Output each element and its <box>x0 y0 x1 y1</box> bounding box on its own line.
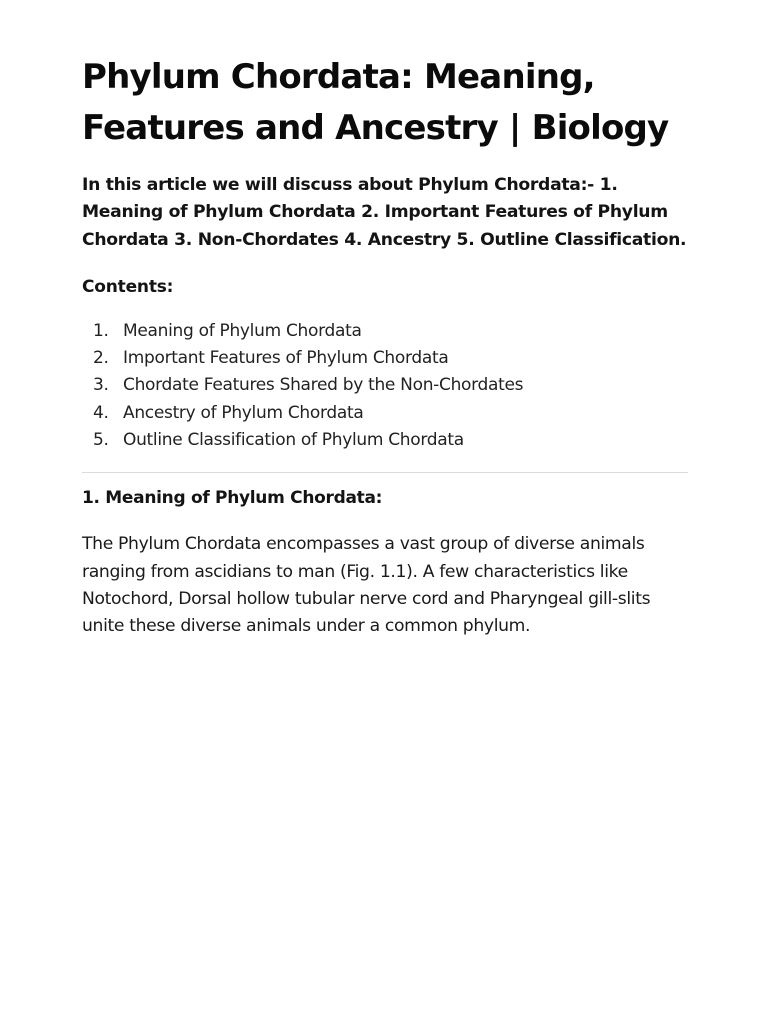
section-heading-meaning: 1. Meaning of Phylum Chordata: <box>82 488 383 509</box>
toc-item-non-chordates[interactable] <box>82 372 688 399</box>
table-of-contents <box>82 318 688 454</box>
toc-number: 5. <box>93 430 109 451</box>
toc-link-non-chordates[interactable]: Chordate Features Shared by the Non-Chordates <box>123 375 524 396</box>
toc-number: 1. <box>93 320 109 341</box>
toc-link-ancestry[interactable]: Ancestry of Phylum Chordata <box>123 402 364 423</box>
toc-link-features[interactable]: Important Features of Phylum Chordata <box>123 348 449 369</box>
article-title: Phylum Chordata: Meaning, Features and Ancestry | Biology <box>82 57 669 148</box>
toc-link-meaning[interactable]: Meaning of Phylum Chordata <box>123 320 362 341</box>
toc-link-classification[interactable]: Outline Classification of Phylum Chordata <box>123 430 464 451</box>
section-divider <box>82 472 688 473</box>
toc-item-features[interactable] <box>82 345 688 372</box>
toc-number: 2. <box>93 348 109 369</box>
article-intro: In this article we will discuss about Phylum Chordata:- 1. Meaning of Phylum Chordata 2. Important Features of Phylum Chordata 3. Non-Chordates 4. Ancestry 5. Outline Classification. <box>82 175 687 250</box>
article <box>82 52 688 640</box>
section-paragraph-meaning: The Phylum Chordata encompasses a vast group of diverse animals ranging from ascidians to man (Fig. 1.1). A few characteristics like Notochord, Dorsal hollow tubular nerve cord and Pharyngeal gill-slits unite these diverse animals under a common phylum. <box>82 534 651 636</box>
toc-item-classification[interactable] <box>82 427 688 454</box>
toc-item-meaning[interactable] <box>82 318 688 345</box>
toc-number: 3. <box>93 375 109 396</box>
contents-heading: Contents: <box>82 276 174 297</box>
toc-item-ancestry[interactable] <box>82 400 688 427</box>
toc-number: 4. <box>93 402 109 423</box>
